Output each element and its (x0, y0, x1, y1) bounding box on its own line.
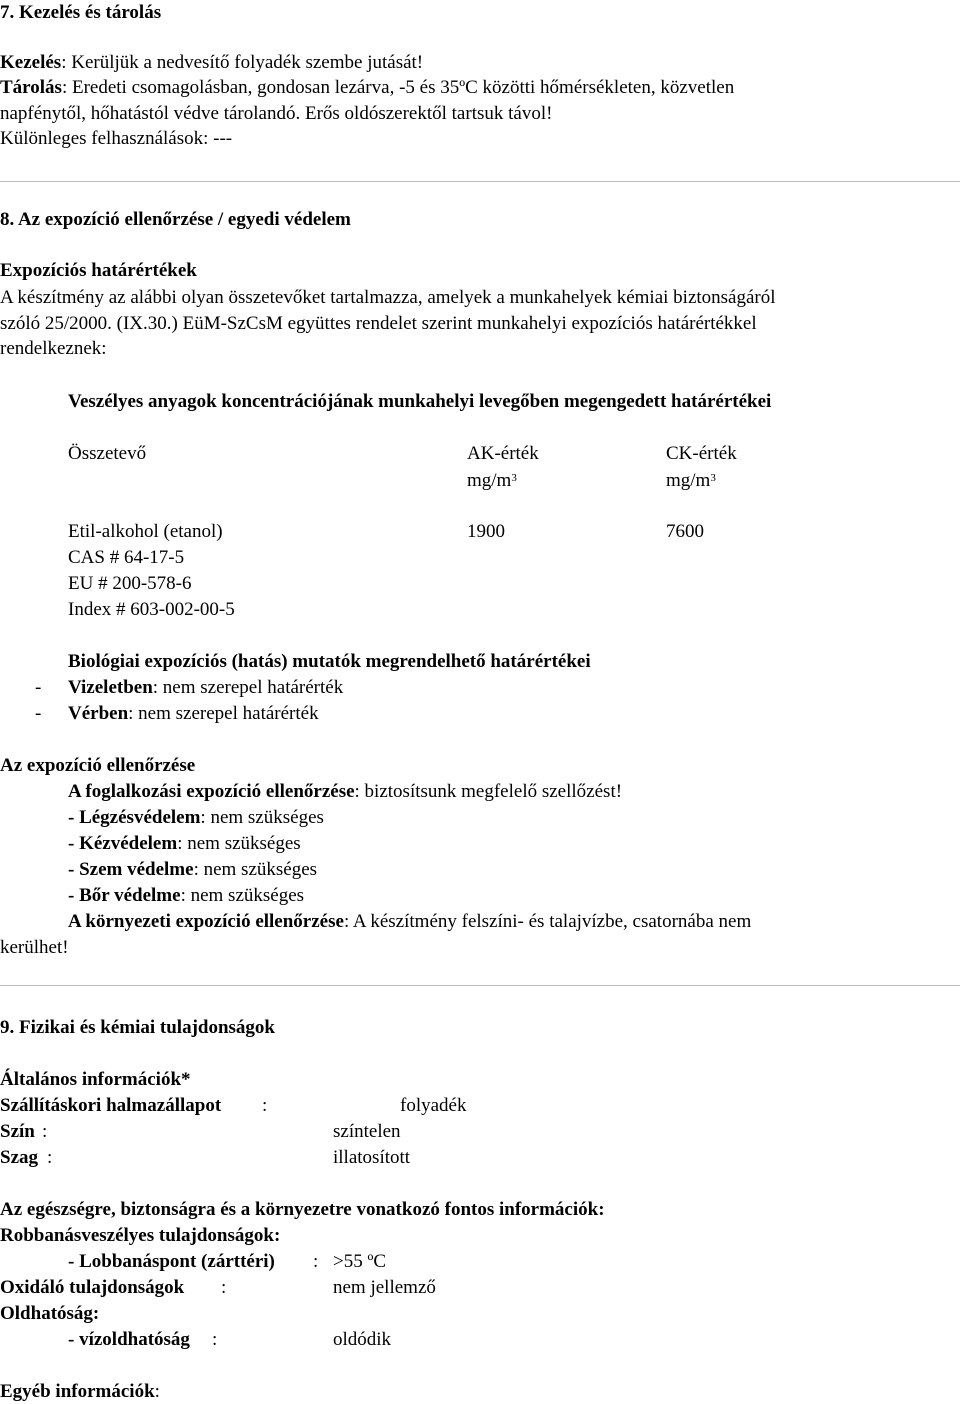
environmental-text: : A készítmény felszíni- és talajvízbe, csatornába nem (343, 911, 752, 932)
hand-label: - Kézvédelem (68, 833, 178, 854)
ck-value: 7600 (666, 521, 704, 542)
flash-value: >55 ºC (333, 1251, 387, 1272)
limits-table-title: Veszélyes anyagok koncentrációjának munkahelyi levegőben megengedett határértékei (68, 391, 772, 412)
environmental-control (68, 911, 751, 933)
index-number: Index # 603-002-00-5 (68, 599, 235, 620)
other-info-colon: : (154, 1381, 160, 1402)
eu-number: EU # 200-578-6 (68, 573, 192, 594)
intro-line-2: szóló 25/2000. (IX.30.) EüM-SzCsM együttes rendelet szerint munkahelyi expozíciós határértékkel (0, 313, 757, 334)
occupational-text: : biztosítsunk megfelelő szellőzést! (354, 781, 623, 802)
color-colon: : (42, 1121, 48, 1142)
oxidizing-value: nem jellemző (333, 1277, 436, 1298)
exposure-control-heading: Az expozíció ellenőrzése (0, 755, 196, 776)
hand-text: : nem szükséges (177, 833, 301, 854)
bio-urine-label: Vizeletben (68, 677, 153, 698)
general-info-heading: Általános információk* (0, 1069, 191, 1090)
substance-name: Etil-alkohol (etanol) (68, 521, 223, 542)
environmental-control-cont: kerülhet! (0, 937, 69, 958)
ak-value: 1900 (467, 521, 505, 542)
bio-urine (68, 677, 343, 699)
section-9-heading: 9. Fizikai és kémiai tulajdonságok (0, 1017, 275, 1038)
col-ak: AK-érték (467, 443, 539, 464)
col-ak-unit (467, 470, 517, 492)
water-colon: : (212, 1329, 218, 1350)
hand-protection (68, 833, 301, 855)
bio-title: Biológiai expozíciós (hatás) mutatók megrendelhető határértékei (68, 651, 591, 672)
solubility-heading: Oldhatóság: (0, 1303, 100, 1324)
occupational-label: A foglalkozási expozíció ellenőrzése (68, 781, 355, 802)
color-label: Szín (0, 1121, 35, 1142)
col-component: Összetevő (68, 443, 147, 464)
storage-line-2: napfénytől, hőhatástól védve tárolandó. Erős oldószerektől tartsuk távol! (0, 103, 553, 124)
special-uses: Különleges felhasználások: --- (0, 128, 233, 149)
unit-text: mg/m (666, 470, 711, 491)
odor-value: illatosított (333, 1147, 411, 1168)
color-value: színtelen (333, 1121, 401, 1142)
bio-urine-text: : nem szerepel határérték (152, 677, 344, 698)
section-8-heading: 8. Az expozíció ellenőrzése / egyedi védelem (0, 209, 351, 230)
water-label: - vízoldhatóság (68, 1329, 190, 1350)
handling-line (0, 52, 423, 74)
divider (0, 181, 960, 182)
handling-text: : Kerüljük a nedvesítő folyadék szembe jutását! (61, 52, 424, 73)
skin-protection (68, 885, 304, 907)
water-value: oldódik (333, 1329, 392, 1350)
bio-blood-label: Vérben (68, 703, 129, 724)
other-info (0, 1381, 160, 1403)
section-7-heading: 7. Kezelés és tárolás (0, 2, 162, 23)
odor-colon: : (47, 1147, 53, 1168)
eye-label: - Szem védelme (68, 859, 194, 880)
other-info-label: Egyéb információk (0, 1381, 155, 1402)
eye-text: : nem szükséges (193, 859, 318, 880)
storage-line (0, 77, 734, 99)
occupational-control (68, 781, 622, 803)
respiratory-label: - Légzésvédelem (68, 807, 201, 828)
exposure-limits-heading: Expozíciós határértékek (0, 260, 197, 281)
skin-label: - Bőr védelme (68, 885, 181, 906)
respiratory-protection (68, 807, 324, 829)
intro-line-1: A készítmény az alábbi olyan összetevőket tartalmazza, amelyek a munkahelyek kémiai biztonságáról (0, 287, 776, 308)
skin-text: : nem szükséges (180, 885, 305, 906)
unit-sup: 3 (511, 472, 517, 484)
explosive-heading: Robbanásveszélyes tulajdonságok: (0, 1225, 281, 1246)
cas-number: CAS # 64-17-5 (68, 547, 185, 568)
bio-blood (68, 703, 319, 725)
health-safety-heading: Az egészségre, biztonságra és a környezetre vonatkozó fontos információk: (0, 1199, 605, 1220)
odor-label: Szag (0, 1147, 38, 1168)
flash-label: - Lobbanáspont (zárttéri) (68, 1251, 275, 1272)
col-ck: CK-érték (666, 443, 737, 464)
divider (0, 985, 960, 986)
state-colon: : (262, 1095, 268, 1116)
oxidizing-label: Oxidáló tulajdonságok (0, 1277, 185, 1298)
oxidizing-colon: : (221, 1277, 227, 1298)
eye-protection (68, 859, 317, 881)
respiratory-text: : nem szükséges (200, 807, 324, 828)
unit-text: mg/m (467, 470, 512, 491)
storage-text: : Eredeti csomagolásban, gondosan lezárva, -5 és 35ºC közötti hőmérsékleten, közvetlen (61, 77, 735, 98)
state-label: Szállításkori halmazállapot (0, 1095, 222, 1116)
bio-blood-text: : nem szerepel határérték (128, 703, 319, 724)
intro-line-3: rendelkeznek: (0, 338, 107, 359)
state-value: folyadék (400, 1095, 467, 1116)
environmental-label: A környezeti expozíció ellenőrzése (68, 911, 344, 932)
bio-dash-2: - (35, 703, 42, 724)
flash-colon: : (313, 1251, 319, 1272)
handling-label: Kezelés (0, 52, 62, 73)
col-ck-unit (666, 470, 716, 492)
bio-dash-1: - (35, 677, 42, 698)
storage-label: Tárolás (0, 77, 62, 98)
unit-sup: 3 (710, 472, 716, 484)
